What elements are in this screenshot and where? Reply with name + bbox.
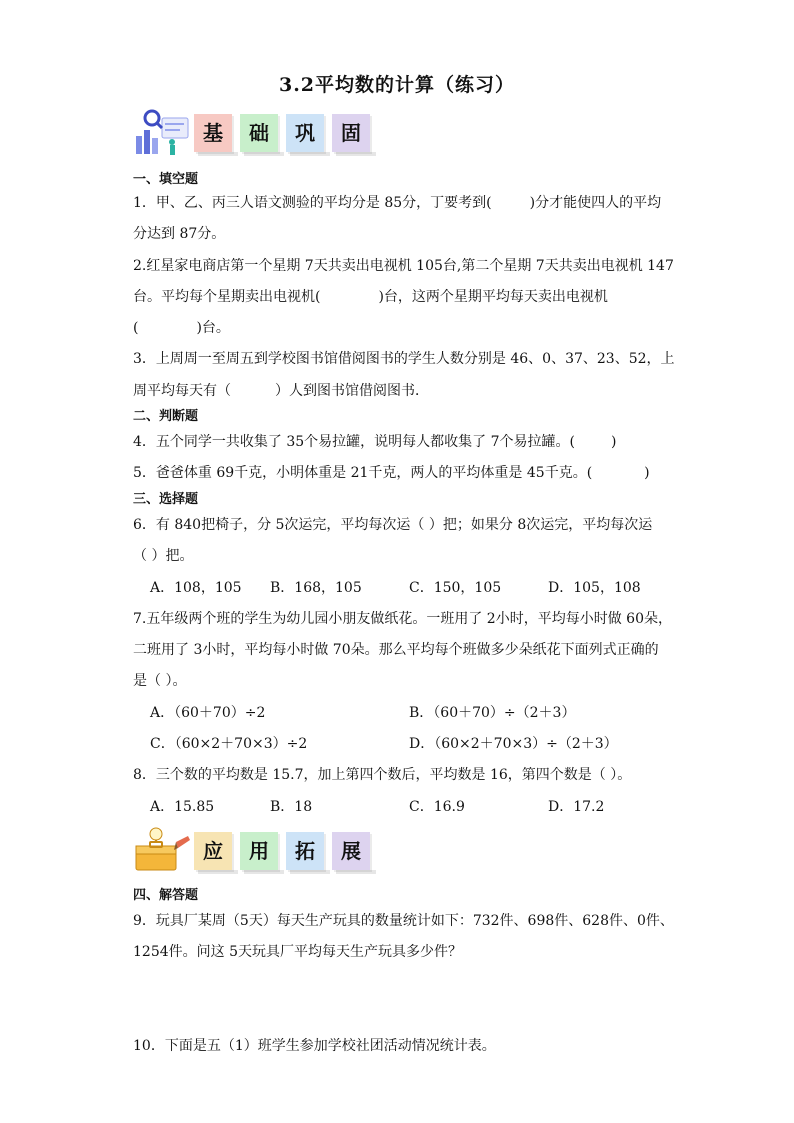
question-7-option-b[interactable]: B．（60＋70）÷（2＋3） bbox=[409, 705, 576, 721]
question-8-line-1: 8．三个数的平均数是 15.7，加上第四个数后，平均数是 16，第四个数是（ ）。 bbox=[133, 767, 632, 783]
question-5 bbox=[133, 462, 650, 482]
question-7-line-2: 二班用了 3小时，平均每小时做 70朵。那么平均每个班做多少朵纸花下面列式正确的 bbox=[133, 642, 659, 658]
banner-application-char-1: 应 bbox=[194, 832, 232, 870]
question-5-text: 5．爸爸体重 69千克，小明体重是 21千克，两人的平均体重是 45千克。( bbox=[133, 465, 593, 481]
banner-basic bbox=[132, 108, 392, 158]
question-6-line-1: 6．有 840把椅子，分 5次运完，平均每次运（ ）把；如果分 8次运完，平均每次运 bbox=[133, 517, 653, 533]
analytics-illustration-icon bbox=[132, 108, 192, 158]
question-8-option-c[interactable]: C．16.9 bbox=[409, 799, 465, 815]
question-3-line-2 bbox=[133, 380, 429, 400]
question-1-line-1 bbox=[133, 192, 661, 212]
question-1-text-a: 1．甲、乙、丙三人语文测验的平均分是 85分，丁要考到( bbox=[133, 195, 492, 211]
question-4 bbox=[133, 431, 616, 451]
page-title: 3.2平均数的计算（练习） bbox=[278, 74, 516, 96]
question-7-option-a[interactable]: A．（60＋70）÷2 bbox=[150, 705, 266, 721]
question-2-text-d: )台。 bbox=[196, 320, 230, 336]
question-7-line-1: 7.五年级两个班的学生为幼儿园小朋友做纸花。一班用了 2小时，平均每小时做 60朵， bbox=[133, 611, 672, 627]
question-9-line-1: 9．玩具厂某周（5天）每天生产玩具的数量统计如下：732件、698件、628件、0件、 bbox=[133, 913, 674, 929]
section-word-problems: 四、解答题 bbox=[133, 888, 199, 903]
section-true-false: 二、判断题 bbox=[133, 409, 199, 424]
question-8-option-a[interactable]: A．15.85 bbox=[150, 799, 215, 815]
section-fill-blank: 一、填空题 bbox=[133, 172, 199, 187]
banner-basic-char-1: 基 bbox=[194, 114, 232, 152]
question-6-line-2: （ ）把。 bbox=[133, 548, 194, 564]
question-3-line-1: 3．上周周一至周五到学校图书馆借阅图书的学生人数分别是 46、0、37、23、52，上 bbox=[133, 351, 675, 367]
banner-application-char-2: 用 bbox=[240, 832, 278, 870]
question-8-option-b[interactable]: B．18 bbox=[270, 799, 313, 815]
banner-application-char-3: 拓 bbox=[286, 832, 324, 870]
question-7-option-c[interactable]: C．（60×2＋70×3）÷2 bbox=[150, 736, 308, 752]
question-7-line-3: 是（ ）。 bbox=[133, 673, 187, 689]
question-2-line-3 bbox=[133, 317, 230, 337]
question-1-line-2: 分达到 87分。 bbox=[133, 226, 226, 242]
banner-basic-char-2: 础 bbox=[240, 114, 278, 152]
question-2-text-b: )台，这两个星期平均每天卖出电视机 bbox=[378, 289, 608, 305]
banner-basic-char-4: 固 bbox=[332, 114, 370, 152]
question-2-line-1: 2.红星家电商店第一个星期 7天共卖出电视机 105台,第二个星期 7天共卖出电视机 147 bbox=[133, 258, 674, 274]
question-3-text-a: 周平均每天有（ bbox=[133, 383, 231, 399]
question-10-line-1: 10．下面是五（1）班学生参加学校社团活动情况统计表。 bbox=[133, 1038, 496, 1054]
question-4-close: ) bbox=[611, 434, 617, 450]
question-5-close: ) bbox=[644, 465, 650, 481]
banner-application bbox=[132, 826, 392, 876]
banner-basic-char-3: 巩 bbox=[286, 114, 324, 152]
question-2-text-a: 台。平均每个星期卖出电视机( bbox=[133, 289, 321, 305]
question-6-option-c[interactable]: C．150，105 bbox=[409, 580, 502, 596]
question-6-option-b[interactable]: B．168，105 bbox=[270, 580, 362, 596]
toolbox-lightbulb-illustration-icon bbox=[132, 826, 192, 876]
section-multiple-choice: 三、选择题 bbox=[133, 492, 199, 507]
question-2-text-c: ( bbox=[133, 320, 139, 336]
question-6-option-a[interactable]: A．108，105 bbox=[150, 580, 242, 596]
question-9-line-2: 1254件。问这 5天玩具厂平均每天生产玩具多少件？ bbox=[133, 944, 462, 960]
question-6-option-d[interactable]: D．105，108 bbox=[548, 580, 641, 596]
question-8-option-d[interactable]: D．17.2 bbox=[548, 799, 605, 815]
banner-application-char-4: 展 bbox=[332, 832, 370, 870]
question-7-option-d[interactable]: D．（60×2＋70×3）÷（2＋3） bbox=[409, 736, 618, 752]
question-3-text-b: ）人到图书馆借阅图书． bbox=[275, 383, 429, 399]
question-4-text: 4．五个同学一共收集了 35个易拉罐，说明每人都收集了 7个易拉罐。( bbox=[133, 434, 575, 450]
question-1-text-b: )分才能使四人的平均 bbox=[529, 195, 662, 211]
question-2-line-2 bbox=[133, 286, 608, 306]
